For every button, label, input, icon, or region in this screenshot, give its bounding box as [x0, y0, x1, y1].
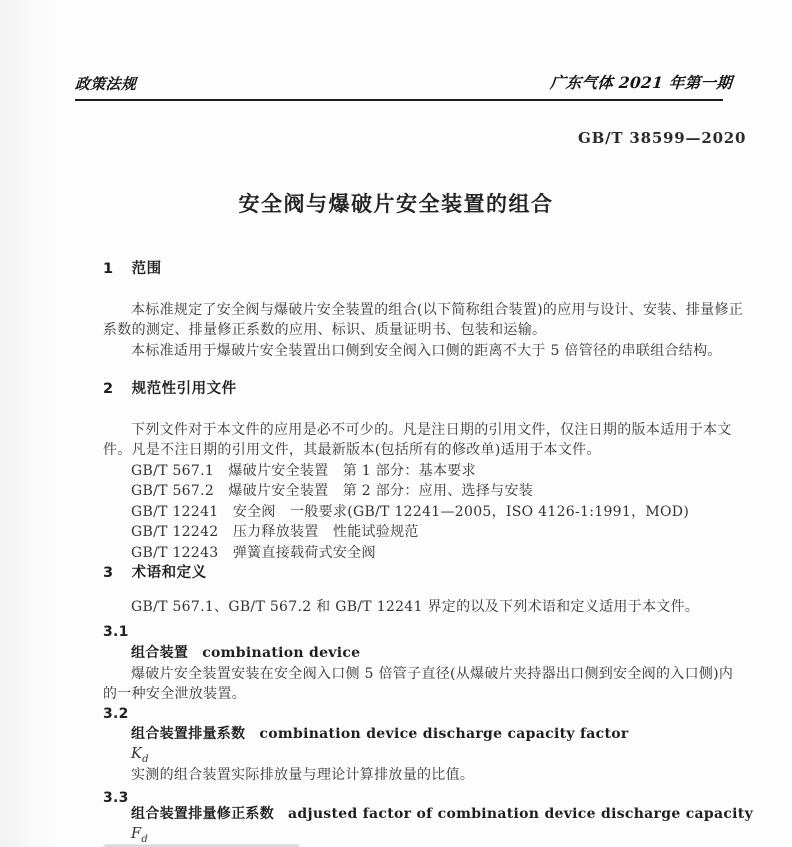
- running-head-issue: 广东气体 2021 年第一期: [549, 73, 733, 92]
- symbol-subscript: d: [141, 833, 149, 845]
- reference-item: GB/T 12241 安全阀 一般要求(GB/T 12241—2005，ISO 4126-1:1991，MOD): [131, 504, 690, 520]
- section-number: 2: [103, 381, 114, 397]
- running-head-column: 政策法规: [74, 75, 137, 93]
- term-definition-line: 的一种安全泄放装置。: [103, 686, 246, 702]
- clause-number: 3.2: [103, 706, 129, 722]
- clause-number: 3.1: [103, 624, 129, 640]
- term-zh: 组合装置排量修正系数: [131, 806, 274, 822]
- terms-intro: GB/T 567.1、GB/T 567.2 和 GB/T 12241 界定的以及下列术语和定义适用于本文件。: [131, 599, 700, 615]
- scope-paragraph-line: 本标准适用于爆破片安全装置出口侧到安全阀入口侧的距离不大于 5 倍管径的串联组合结构。: [131, 343, 722, 359]
- scope-paragraph-line: 本标准规定了安全阀与爆破片安全装置的组合(以下简称组合装置)的应用与设计、安装、排量修正: [131, 302, 744, 318]
- reference-item: GB/T 567.1 爆破片安全装置 第 1 部分：基本要求: [131, 463, 476, 479]
- term-definition-line: 实测的组合装置实际排放量与理论计算排放量的比值。: [131, 767, 475, 783]
- references-intro-line: 下列文件对于本文件的应用是必不可少的。凡是注日期的引用文件，仅注日期的版本适用于本文: [131, 422, 732, 438]
- symbol-letter: F: [131, 826, 142, 842]
- term-definition-line: 爆破片安全装置安装在安全阀入口侧 5 倍管子直径(从爆破片夹持器出口侧到安全阀的入口侧)内: [131, 666, 734, 682]
- term-en: combination device: [202, 645, 361, 661]
- section-heading-scope: [103, 262, 162, 277]
- reference-item: GB/T 567.2 爆破片安全装置 第 2 部分：应用、选择与安装: [131, 483, 534, 499]
- term-zh: 组合装置排量系数: [131, 726, 246, 742]
- scope-paragraph-line: 系数的测定、排量修正系数的应用、标识、质量证明书、包装和运输。: [103, 322, 547, 338]
- symbol-subscript: d: [142, 753, 149, 765]
- header-rule: [75, 99, 723, 101]
- reference-item: GB/T 12242 压力释放装置 性能试验规范: [131, 524, 419, 540]
- clause-number: 3.3: [103, 790, 129, 806]
- term-headline: [131, 807, 753, 822]
- term-headline: [131, 727, 629, 742]
- term-en: adjusted factor of combination device discharge capacity: [288, 806, 754, 822]
- term-symbol: [131, 827, 148, 847]
- term-symbol: [131, 747, 149, 767]
- references-intro-line: 件。凡是不注日期的引用文件，其最新版本(包括所有的修改单)适用于本文件。: [103, 442, 601, 458]
- section-heading-terms: [103, 566, 207, 581]
- section-label: 范围: [131, 261, 162, 277]
- term-headline: [131, 646, 360, 661]
- section-label: 术语和定义: [131, 565, 207, 581]
- section-label: 规范性引用文件: [131, 381, 237, 397]
- reference-item: GB/T 12243 弹簧直接载荷式安全阀: [131, 545, 376, 561]
- section-heading-references: [103, 382, 237, 397]
- section-number: 1: [103, 261, 114, 277]
- term-en: combination device discharge capacity factor: [259, 726, 629, 742]
- document-title: 安全阀与爆破片安全装置的组合: [238, 192, 554, 216]
- symbol-letter: K: [131, 746, 143, 762]
- term-zh: 组合装置: [131, 645, 189, 661]
- standard-code: GB/T 38599—2020: [578, 129, 747, 147]
- section-number: 3: [103, 565, 114, 581]
